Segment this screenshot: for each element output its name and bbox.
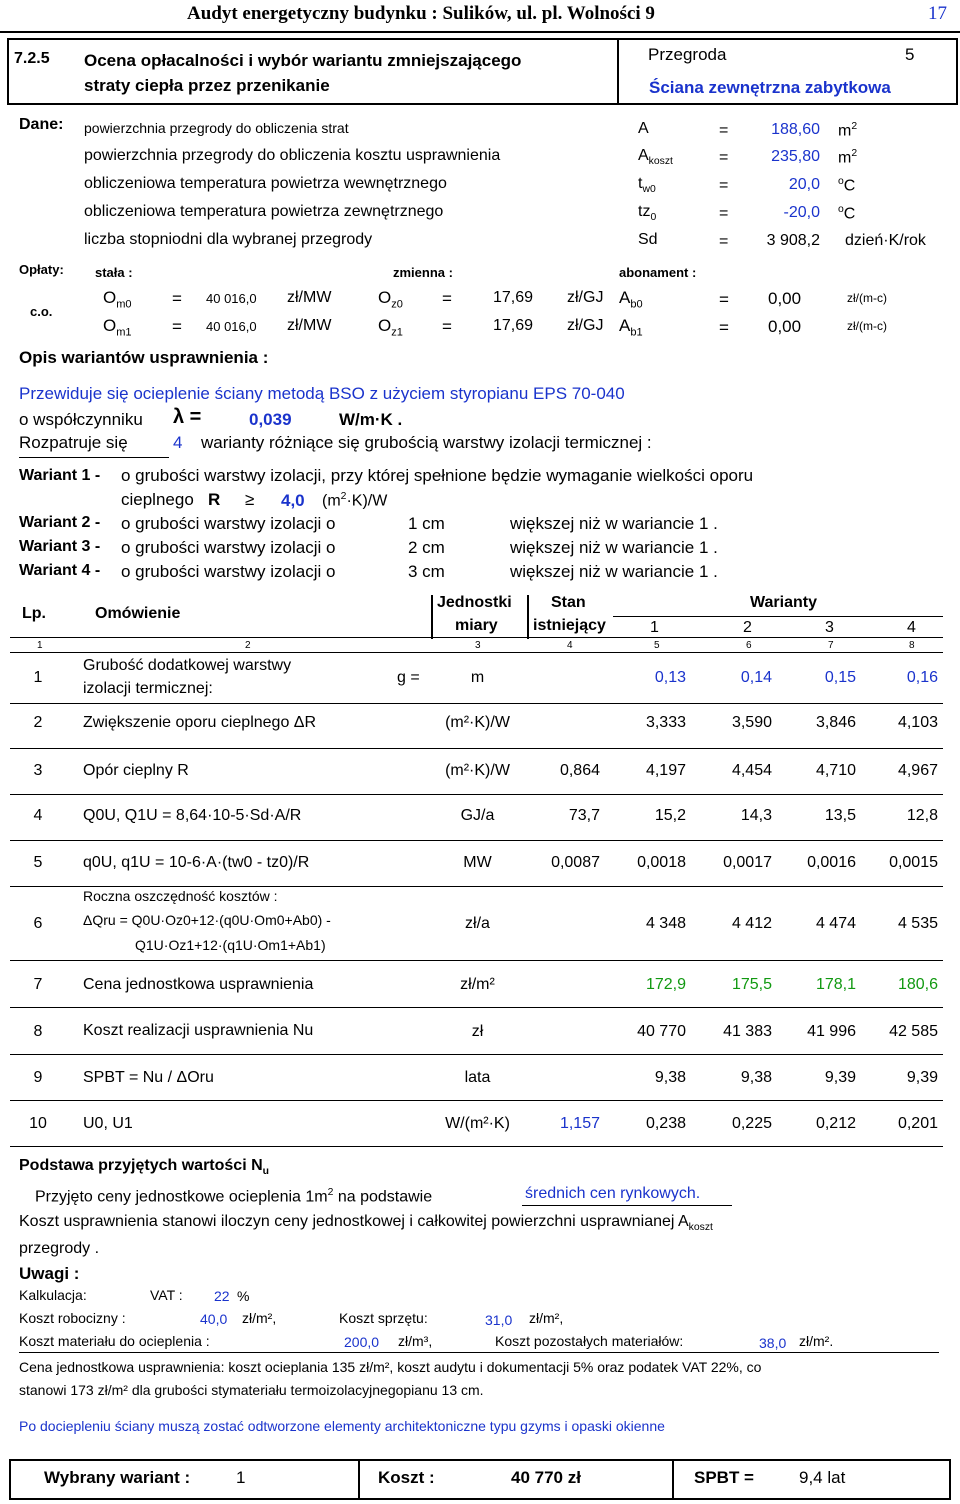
koszt-label: Koszt : — [378, 1468, 435, 1487]
table-cell-value: 0,14 — [740, 669, 772, 686]
table-header-variant-number: 3 — [825, 619, 834, 636]
oplata-stala-symbol: $O_{m0}$ — [103, 288, 132, 311]
underline-rozp — [19, 457, 169, 458]
podstawa-line1: Przyjęto ceny jednostkowe ocieplenia $1m^2$ na podstawie — [35, 1187, 433, 1206]
row7-desc: Cena jednostkowa usprawnienia — [83, 976, 314, 993]
page-header-title: Audyt energetyczny budynku : Sulików, ul. pl. Wolności 9 — [187, 3, 655, 24]
table-cell-value: 3,333 — [645, 714, 686, 731]
summary-divider-2 — [672, 1461, 674, 1498]
table-cell-value: 175,5 — [731, 976, 772, 993]
table-vline — [527, 595, 529, 639]
table-cell-unit: lata — [464, 1069, 491, 1086]
table-row-rule — [10, 1146, 943, 1147]
underline-source — [522, 1205, 732, 1206]
dane-desc: obliczeniowa temperatura powietrza zewnętrznego — [84, 203, 444, 220]
oplata-abonament-eq: = — [719, 318, 729, 337]
table-cell-value: 4,103 — [897, 714, 938, 731]
table-row-rule — [10, 703, 943, 704]
podstawa-source: średnich cen rynkowych. — [525, 1185, 701, 1202]
zmienna-label: zmienna : — [393, 265, 453, 280]
wariant1-R: R — [208, 490, 221, 509]
wybrany-value: 1 — [236, 1468, 246, 1487]
wariant1-text2: cieplnego — [121, 490, 194, 509]
table-header-warianty: Warianty — [750, 594, 817, 611]
koszt-pozostalych-value: 38,0 — [759, 1335, 787, 1351]
table-cell-lp: 10 — [29, 1115, 47, 1132]
table-cell-value: 14,3 — [740, 807, 772, 824]
table-cell-unit: (m²·K)/W — [445, 762, 510, 779]
oplata-stala-value: 40 016,0 — [206, 319, 257, 334]
dane-eq: = — [719, 122, 729, 139]
dane-unit: $^o$C — [838, 176, 856, 195]
oplata-zmienna-eq: = — [442, 317, 452, 336]
dane-symbol: $tz_0$ — [638, 203, 657, 224]
section-number: 7.2.5 — [14, 50, 50, 67]
row1-desc-1: Grubość dodatkowej warstwy — [83, 657, 292, 674]
table-cell-lp: 2 — [33, 714, 43, 731]
wsp-label: o współczynniku — [19, 410, 143, 429]
table-cell-unit: zł — [471, 1023, 484, 1040]
dane-desc: liczba stopniodni dla wybranej przegrody — [84, 231, 373, 248]
row5-desc: q0U, q1U = 10-6·A·(tw0 - tz0)/R — [83, 854, 310, 871]
table-column-number: 1 — [37, 640, 43, 651]
podstawa-line3: przegrody . — [19, 1240, 100, 1257]
row1-g: g = — [397, 669, 420, 686]
przegroda-name: Ściana zewnętrzna zabytkowa — [649, 78, 891, 97]
section-divider — [617, 38, 619, 103]
wariant-tail: większej niż w wariancie 1 . — [510, 514, 718, 533]
table-cell-value: 0,238 — [645, 1115, 686, 1132]
table-cell-value: 9,38 — [740, 1069, 772, 1086]
table-cell-value: 0,201 — [897, 1115, 938, 1132]
table-cell-value: 0,0018 — [637, 854, 686, 871]
oplata-zmienna-eq: = — [442, 289, 452, 308]
dane-value: 188,60 — [771, 121, 820, 138]
koszt-robocizny-label: Koszt robocizny : — [19, 1310, 126, 1326]
table-cell-value: 0,15 — [824, 669, 856, 686]
table-vline — [431, 595, 433, 639]
section-title-2: straty ciepła przez przenikanie — [84, 76, 330, 95]
table-header-miary: miary — [455, 617, 498, 634]
oplata-abonament-symbol: $A_{b1}$ — [619, 316, 643, 339]
koszt-materialu-value: 200,0 — [344, 1334, 380, 1350]
table-row-rule — [10, 840, 943, 841]
table-cell-value: 4 412 — [731, 915, 772, 932]
oplata-zmienna-unit: zł/GJ — [567, 317, 604, 334]
table-column-number: 2 — [245, 640, 251, 651]
summary-divider-1 — [358, 1461, 360, 1498]
row2-desc: Zwiększenie oporu cieplnego ΔR — [83, 714, 317, 731]
dane-unit: $^o$C — [838, 204, 856, 223]
oplata-abonament-unit: zł/(m-c) — [847, 319, 887, 333]
table-cell-unit: W/(m²·K) — [445, 1115, 510, 1132]
table-header-rule — [613, 616, 943, 617]
lambda-unit: W/m·K . — [339, 410, 403, 429]
dane-symbol: Sd — [638, 231, 658, 248]
vat-label: VAT : — [150, 1287, 183, 1303]
wariant-text: o grubości warstwy izolacji o — [121, 562, 336, 581]
oplata-abonament-eq: = — [719, 290, 729, 309]
dane-unit: $m^2$ — [838, 148, 858, 167]
oplata-zmienna-unit: zł/GJ — [567, 289, 604, 306]
wariant1-value: 4,0 — [281, 491, 305, 510]
dane-desc: powierzchnia przegrody do obliczenia strat — [84, 120, 349, 136]
table-column-number: 4 — [567, 640, 573, 651]
vat-percent: % — [237, 1288, 250, 1304]
table-top-rule — [10, 637, 943, 638]
table-header-variant-number: 1 — [650, 619, 659, 636]
table-cell-stan: 0,0087 — [551, 854, 600, 871]
table-colnum-rule — [10, 652, 943, 653]
dane-value: 3 908,2 — [766, 232, 820, 249]
koszt-materialu-label: Koszt materiału do ocieplenia : — [19, 1333, 210, 1349]
dane-desc: powierzchnia przegrody do obliczenia kosztu usprawnienia — [84, 147, 501, 164]
oplata-stala-unit: zł/MW — [287, 317, 332, 334]
table-row-rule — [10, 1054, 943, 1055]
table-cell-value: 0,0015 — [889, 854, 938, 871]
table-cell-lp: 9 — [33, 1069, 43, 1086]
table-cell-value: 180,6 — [897, 976, 938, 993]
table-cell-value: 0,13 — [654, 669, 686, 686]
opis-heading: Opis wariantów usprawnienia : — [19, 348, 269, 367]
table-cell-value: 172,9 — [645, 976, 686, 993]
oplata-abonament-value: 0,00 — [768, 289, 802, 308]
table-cell-value: 4 535 — [897, 915, 938, 932]
row9-desc: SPBT = Nu / ΔOru — [83, 1069, 214, 1086]
table-cell-unit: (m²·K)/W — [445, 714, 510, 731]
table-column-number: 7 — [828, 640, 834, 651]
table-row-rule — [10, 794, 943, 795]
table-cell-unit: GJ/a — [460, 807, 495, 824]
table-cell-value: 0,225 — [731, 1115, 772, 1132]
table-cell-stan: 73,7 — [568, 807, 600, 824]
dane-symbol: A — [638, 120, 649, 137]
table-cell-value: 42 585 — [889, 1023, 938, 1040]
kalkulacja-label: Kalkulacja: — [19, 1287, 87, 1303]
wariant1-text: o grubości warstwy izolacji, przy której spełnione będzie wymaganie wielkości oporu — [121, 466, 754, 485]
wariant-label: Wariant 2 - — [19, 514, 101, 531]
table-cell-lp: 1 — [33, 669, 43, 686]
wybrany-label: Wybrany wariant : — [44, 1468, 191, 1487]
table-cell-value: 3,846 — [815, 714, 856, 731]
table-header-istniejacy: istniejący — [533, 617, 606, 634]
oplata-abonament-unit: zł/(m-c) — [847, 291, 887, 305]
koszt-sprzetu-value: 31,0 — [485, 1312, 513, 1328]
table-cell-value: 4 348 — [645, 915, 686, 932]
wariant-cm: 1 cm — [408, 514, 445, 533]
uwagi-heading: Uwagi : — [19, 1264, 80, 1283]
wariant1-ge: ≥ — [245, 490, 255, 509]
table-cell-lp: 5 — [33, 854, 43, 871]
wariant1-unit: $(m^2\cdot K)/W$ — [322, 491, 388, 510]
dane-value: 20,0 — [788, 176, 820, 193]
table-cell-value: 15,2 — [654, 807, 686, 824]
koszt-pozostalych-label: Koszt pozostałych materiałów: — [495, 1333, 684, 1349]
oplaty-label: Opłaty: — [19, 262, 64, 277]
wariant-text: o grubości warstwy izolacji o — [121, 538, 336, 557]
table-header-variant-number: 4 — [907, 619, 916, 636]
page-number: 17 — [928, 3, 947, 24]
table-column-number: 3 — [475, 640, 481, 651]
przegroda-number: 5 — [905, 45, 915, 64]
koszt-value: 40 770 zł — [511, 1468, 581, 1487]
table-row-rule — [10, 886, 943, 887]
table-row-rule — [10, 748, 943, 749]
section-title-1: Ocena opłacalności i wybór wariantu zmniejszającego — [84, 51, 522, 70]
table-cell-value: 40 770 — [637, 1023, 686, 1040]
rozpatruje-label: Rozpatruje się — [19, 433, 128, 452]
spbt-label: SPBT = — [694, 1468, 754, 1487]
row6-desc-2: ΔQru = Q0U·Oz0+12·(q0U·Om0+Ab0) - — [83, 912, 331, 928]
koszt-materialu-unit: zł/m³, — [398, 1333, 433, 1349]
dane-value: -20,0 — [783, 204, 820, 221]
table-cell-lp: 3 — [33, 762, 43, 779]
table-cell-value: 4,967 — [897, 762, 938, 779]
dane-eq: = — [719, 205, 729, 222]
dane-unit: $m^2$ — [838, 121, 858, 140]
table-cell-lp: 6 — [33, 915, 43, 932]
koszt-pozostalych-unit: zł/m². — [799, 1333, 834, 1349]
row8-desc: Koszt realizacji usprawnienia Nu — [83, 1022, 314, 1039]
opis-line1: Przewiduje się ocieplenie ściany metodą BSO z użyciem styropianu EPS 70-040 — [19, 384, 625, 403]
oplata-zmienna-value: 17,69 — [493, 289, 534, 306]
lambda-value: 0,039 — [249, 410, 292, 429]
table-cell-lp: 7 — [33, 976, 43, 993]
koszt-sprzetu-unit: zł/m², — [529, 1310, 564, 1326]
table-cell-value: 9,38 — [654, 1069, 686, 1086]
final-note: Po dociepleniu ściany muszą zostać odtworzone elementy architektoniczne typu gzyms i opaski okienne — [19, 1418, 665, 1434]
table-cell-value: 0,16 — [906, 669, 938, 686]
table-row-rule — [10, 1100, 943, 1101]
table-cell-value: 13,5 — [824, 807, 856, 824]
row10-desc: U0, U1 — [83, 1115, 133, 1132]
table-row-rule — [10, 960, 943, 961]
table-cell-value: 4,710 — [815, 762, 856, 779]
lambda-symbol: λ = — [173, 406, 202, 428]
table-row-rule — [10, 1007, 943, 1008]
wariant-cm: 3 cm — [408, 562, 445, 581]
dane-label: Dane: — [19, 116, 64, 133]
table-cell-value: 0,0017 — [723, 854, 772, 871]
uwagi-rule — [19, 1352, 939, 1353]
wariant-cm: 2 cm — [408, 538, 445, 557]
table-cell-value: 41 996 — [807, 1023, 856, 1040]
dane-symbol: $t_{w0}$ — [638, 175, 656, 196]
rozpatruje-text: warianty różniące się grubością warstwy izolacji termicznej : — [201, 433, 652, 452]
table-cell-value: 41 383 — [723, 1023, 772, 1040]
table-column-number: 5 — [654, 640, 660, 651]
vat-value: 22 — [214, 1288, 230, 1304]
koszt-robocizny-unit: zł/m², — [242, 1310, 277, 1326]
oplata-stala-value: 40 016,0 — [206, 291, 257, 306]
table-cell-value: 178,1 — [815, 976, 856, 993]
cena-line1: Cena jednostkowa usprawnienia: koszt ocieplania 135 zł/m², koszt audytu i dokumentacji 5% oraz podatek VAT 22%, co — [19, 1359, 762, 1375]
oplata-abonament-value: 0,00 — [768, 317, 802, 336]
table-cell-value: 0,0016 — [807, 854, 856, 871]
row6-desc-3: Q1U·Oz1+12·(q1U·Om1+Ab1) — [135, 937, 326, 953]
oplata-zmienna-value: 17,69 — [493, 317, 534, 334]
table-header-variant-number: 2 — [743, 619, 752, 636]
koszt-sprzetu-label: Koszt sprzętu: — [339, 1310, 428, 1326]
table-cell-unit: m — [470, 669, 485, 686]
wariant-tail: większej niż w wariancie 1 . — [510, 562, 718, 581]
oplata-zmienna-symbol: $O_{z0}$ — [378, 288, 403, 311]
stala-label: stała : — [95, 265, 133, 280]
header-rule — [0, 31, 960, 33]
row6-desc-1: Roczna oszczędność kosztów : — [83, 888, 278, 904]
dane-value: 235,80 — [771, 148, 820, 165]
table-cell-value: 4,197 — [645, 762, 686, 779]
wariant-label: Wariant 3 - — [19, 538, 101, 555]
podstawa-heading: Podstawa przyjętych wartości $N_u$ — [19, 1157, 269, 1178]
table-header-lp: Lp. — [22, 605, 46, 622]
row4-desc: Q0U, Q1U = 8,64·10-5·Sd·A/R — [83, 807, 302, 824]
table-cell-value: 4,454 — [731, 762, 772, 779]
row1-desc-2: izolacji termicznej: — [83, 680, 213, 697]
table-header-jednostki: Jednostki — [437, 594, 512, 611]
wariant-text: o grubości warstwy izolacji o — [121, 514, 336, 533]
wariant-tail: większej niż w wariancie 1 . — [510, 538, 718, 557]
dane-unit: dzień·K/rok — [845, 232, 926, 249]
table-header-omowienie: Omówienie — [95, 605, 181, 622]
dane-eq: = — [719, 177, 729, 194]
table-cell-stan: 1,157 — [559, 1115, 600, 1132]
table-cell-lp: 8 — [33, 1023, 43, 1040]
wariant1-label: Wariant 1 - — [19, 467, 101, 484]
table-cell-value: 4 474 — [815, 915, 856, 932]
dane-eq: = — [719, 149, 729, 166]
wariant-label: Wariant 4 - — [19, 562, 101, 579]
table-cell-unit: MW — [463, 854, 492, 871]
koszt-robocizny-value: 40,0 — [200, 1311, 228, 1327]
oplata-zmienna-symbol: $O_{z1}$ — [378, 316, 403, 339]
table-cell-unit: zł/a — [465, 915, 490, 932]
oplata-stala-unit: zł/MW — [287, 289, 332, 306]
oplata-abonament-symbol: $A_{b0}$ — [619, 288, 643, 311]
row3-desc: Opór cieplny R — [83, 762, 189, 779]
podstawa-line2: Koszt usprawnienia stanowi iloczyn ceny jednostkowej i całkowitej powierzchni usprawnianej $A_{koszt}$ — [19, 1213, 713, 1234]
table-column-number: 8 — [909, 640, 915, 651]
table-cell-stan: 0,864 — [559, 762, 600, 779]
table-column-number: 6 — [746, 640, 752, 651]
co-label: c.o. — [30, 304, 53, 319]
dane-symbol: $A_{koszt}$ — [638, 147, 673, 168]
spbt-value: 9,4 lat — [799, 1468, 846, 1487]
table-cell-unit: zł/m² — [460, 976, 495, 993]
variant-count: 4 — [173, 433, 183, 452]
przegroda-label: Przegroda — [648, 45, 727, 64]
abonament-label: abonament : — [619, 265, 697, 280]
table-header-stan: Stan — [551, 594, 586, 611]
cena-line2: stanowi 173 zł/m² dla grubości stymateriału termoizolacyjnegopianu 13 cm. — [19, 1382, 484, 1398]
table-cell-value: 12,8 — [906, 807, 938, 824]
oplata-stala-symbol: $O_{m1}$ — [103, 316, 132, 339]
dane-desc: obliczeniowa temperatura powietrza wewnętrznego — [84, 175, 447, 192]
oplata-stala-eq: = — [172, 317, 182, 336]
table-cell-value: 9,39 — [906, 1069, 938, 1086]
oplata-stala-eq: = — [172, 289, 182, 308]
table-cell-value: 9,39 — [824, 1069, 856, 1086]
table-cell-lp: 4 — [33, 807, 43, 824]
dane-eq: = — [719, 233, 729, 250]
table-cell-value: 3,590 — [731, 714, 772, 731]
table-cell-value: 0,212 — [815, 1115, 856, 1132]
